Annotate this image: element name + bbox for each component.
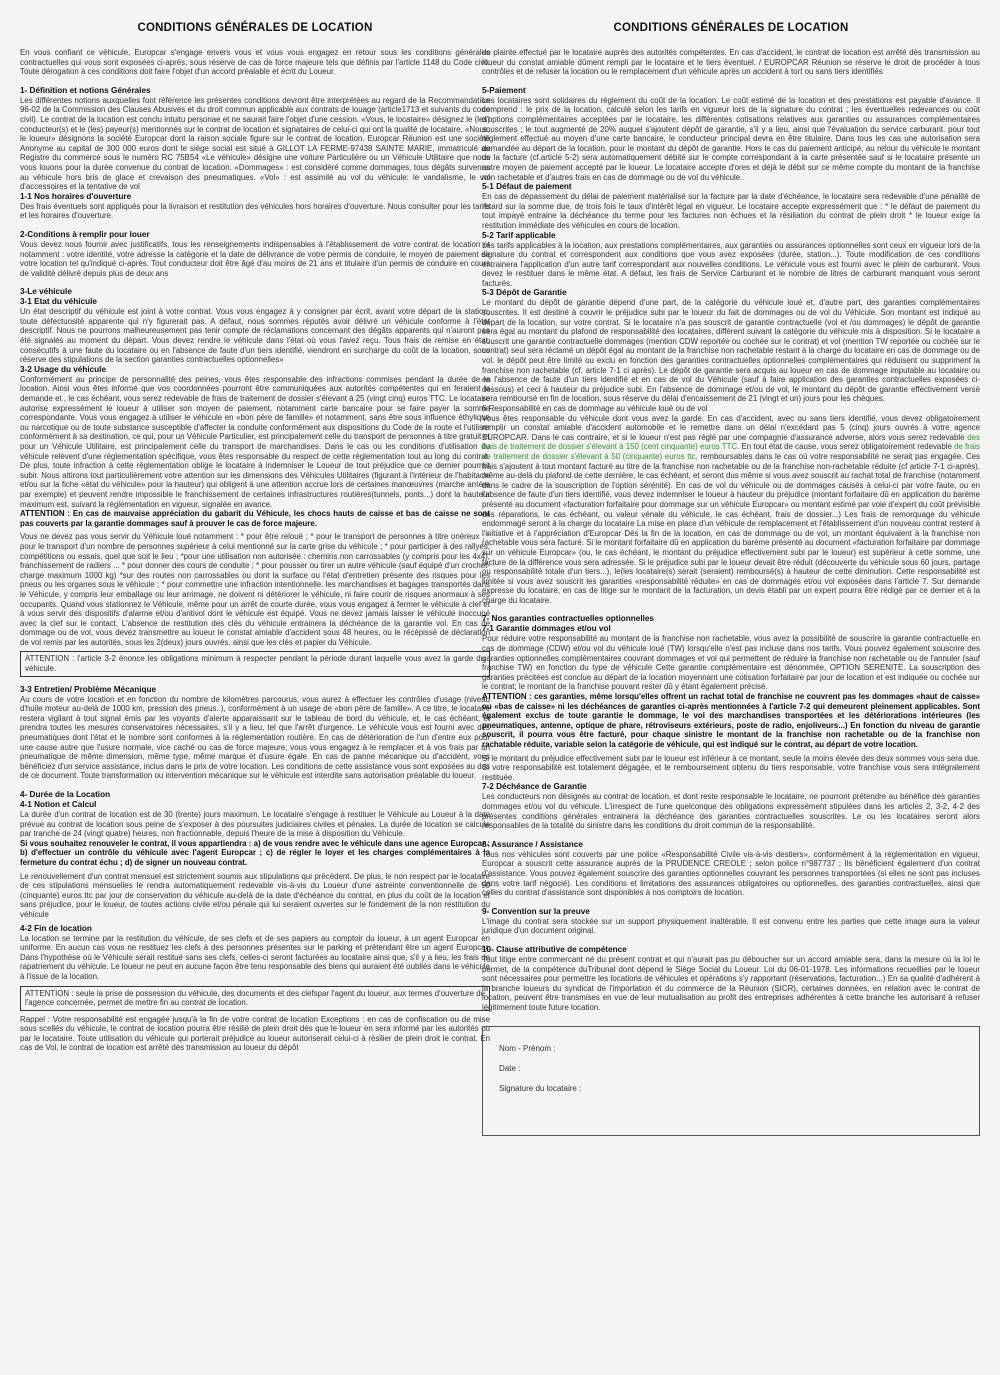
section-4-2-title: 4-2 Fin de location xyxy=(20,923,92,933)
section-3-2-title: 3-2 Usage du véhicule xyxy=(20,364,107,374)
section-3-2-list: Vous ne devez pas vous servir du Véhicule loué notamment : * pour être reloué ; * pour le transport de personnes à titre onéreux ; * pour le transport d'un nombre de personnes supérieur à celui mentionné sur la carte grise du véhicule ; * pour participer à des rallyes, compétitions ou essais, quel que soit le lieu ; *pour une utilisation non autorisée : chemins non carrossables (y compris pour les 4x4), franchissement de radiers ... * pour donner des cours de conduite ; * pour pousser ou tirer un autre véhicule (sauf équipé d'un crochet- charge maximum 1000 kg) *sur des routes non carrossables ou dont la surface ou l'état d'entretien présente des risques pour les pneus ou les organes sous le véhicule ; * pour commettre une infraction intentionnelle. les marchandises et bagages transportés dans le Véhicule, y compris leur emballage ou leur arrimage, ne doivent ni détériorer le véhicule, ni faire courir de risques anormaux à ses occupants. Quand vous stationnez le Véhicule, même pour un arrêt de courte durée, vous vous engagez à fermer le véhicule à clef et à vous servir des dispositifs d'alarme et/ou d'antivol dont le véhicule est équipé. Vous ne devez jamais laisser le véhicule inoccupé avec la clef sur le contact. L'absence de restitution des clés du véhicule entrainera la déchéance de la garantie vol. En cas de dommage ou de vol, vous devez transmettre au loueur le constat amiable d'accident sous 48 heures, ou le récépissé de déclaration de vol remis par les autorités, sous les 2(deux) jours ouvrés, ainsi que les clés et papier du Véhicule. xyxy=(20,532,490,647)
intro-text: En vous confiant ce véhicule, Europcar s'engage envers vous et vous vous engagez en retour sous les conditions générales contractuelles qui vous sont exposées ci-après, sous réserve de cas de force majeure tels que définis par l'article 1148 du Code civil. Toute dérogation à ces conditions doit faire l'objet d'un accord préalable et écrit du Loueur. xyxy=(20,48,490,77)
section-4-2-text: La location se termine par la restitution du véhicule, de ses clefs et de ses papiers au comptoir du loueur, à un agent Europcar en uniforme. En aucun cas vous ne restituez les clefs à des personnes présentes sur le parking et prétendant être un agent Europcar. Dans l'hypothèse où le Véhicule serait restitué sans ses clefs, celles-ci seront facturées au locataire ainsi que, s'il y a lieu, les frais de rapatriement du véhicule. Le loueur ne peut en aucune façon être tenu responsable des biens qui auraient été oubliés dans le véhicule à l'issue de la location. xyxy=(20,933,490,981)
section-6-text-a: Vous êtes responsable du véhicule dont vous avez la garde. En cas d'accident, avec ou sans tiers identifié, vous devez obligatoirement remplir un constat amiable d'accident automobile et le remettre dans un délai n'excédant pas 5 (cinq) jours ouvrés à votre agence EUROPCAR. Dans le cas contraire, et si le loueur n'est pas réglé par une compagnie d'assurance adverse, alors vous serez redevable xyxy=(482,413,980,442)
right-column xyxy=(482,18,980,1136)
section-7-1-title: 7-1 Garantie dommages et/ou vol xyxy=(482,624,611,634)
section-7-1-attention: ATTENTION : ces garanties, même lorsqu'elles offrent un rachat total de franchise ne couvrent pas les dommages «haut de caisse» ou «bas de caisse» ni les déchéances de garanties ci-après mentionnées à l'article 7-2 qui demeurent pleinement applicables. Sont également exclus de toute garantie le dommage, le vol des marchandises transportées et les détériorations intérieures (les pneumatiques, antenne, optique de phare, rétroviseurs extérieurs, poste de radio, enjoliveurs...) En fonction du niveau de garantie souscrit, il pourra vous être facturé, pour chaque sinistre le montant de la franchise non rachetable ou de la franchise non rachatable réduite, variable selon la catégorie de véhicule, qui est indiqué sur le contrat, au départ de votre location. xyxy=(482,692,980,749)
section-6-fee-50: de frais de traitement de dossier s'élevant à 50 (cinquante) euros ttc, xyxy=(482,442,980,461)
section-5-1-title: 5-1 Défaut de paiement xyxy=(482,182,572,192)
signature-date-label: Date : xyxy=(499,1064,521,1074)
section-4-2-text-2: Rappel : Votre responsabilité est engagée jusqu'à la fin de votre contrat de location Exceptions : en cas de confiscation ou de mise sous scellés du véhicule, le contrat de location pourra être résilié de plein droit dès que le loueur en sera informé par les autorités ou par le locataire. Toute utilisation du véhicule qui porterait préjudice au loueur autoriserait celui-ci à résilier de plein droit le contrat. En cas de Vol, le contrat de location est arrêté dès transmission au loueur du dépôt xyxy=(20,1014,490,1053)
section-7-2-text: Les conducteurs non désignés au contrat de location, et dont reste responsable le locataire, ne pourront prétendre au bénéfice des garanties dommages et/ou vol du véhicule. L'irrespect de l'une quelconque des obligations expressément stipulées dans les articles 2, 3-2, 4-2 des présentes conditions générales entrainera la déchéance des garanties contractuelles souscrites. Le ou les locataires seront alors responsables de la totalité du sinistre dans les conditions du droit commun de la responsabilité. xyxy=(482,792,980,831)
signature-box[interactable] xyxy=(482,1026,980,1136)
section-1-text: Les différentes notions auxquelles font référence les présentes conditions devront être interprétées au regard de la Recommandation 96-02 de la Commission des Clauses Abusives et du droit commun applicable aux contrats de louage (article1713 et suivants du code civil). Le contrat de la location est conclu intuitu personae et ne saurait faire l'objet d'une cession. «Vous, le locataire» désignez le (les) conducteur(s) et le (les) payeur(s) mentionnés sur le contrat de location et signataires de celui-ci qui ont la qualité de locataire. «Nous, le loueur» désignons la société Europcar dont la raison sociale figure sur le contrat de location. Europcar Réunion est une société Anonyme au capital de 300 000 euros dont le siège social est situé à GILLOT LA FERME-97438 SAINTE MARIE, immatriculé au Registre du commerce sous le numéro RC 75B54 «Le véhicule» désigne une voiture Particulière ou un Véhicule Utilitaire que nous vous louons pour la durée convenue du contrat de location. «Dommages» : est considéré comme dommages, tous dégâts survenus au véhicule hors bris de glace et crevaison des pneumatiques. «Vol» : est assimilé au vol du véhicule: le vandalisme, le vol d'accessoires et la tentative de vol xyxy=(20,95,490,192)
section-5-3-text: Le montant du dépôt de garantie dépend d'une part, de la catégorie du véhicule loué et, d'autre part, des garanties complémentaires souscrites. Il est destiné à couvrir le préjudice subi par le loueur du fait de dommages ou de vol du Véhicule. Son montant est indiqué au départ de la location, sur votre contrat. Si le locataire n'a pas souscrit de garantie contractuelle (vol et /ou dommages) le dépôt de garantie sera égal au montant du plafond de responsabilité des locataires, différent suivant la catégorie du véhicule mis à disposition. Si le locataire a souscrit une garantie contractuelle dommages (mention CDW reportée ou cochée sur le contrat) et vol (mention TW reportée ou cochée sur le contrat) seul sera réclamé un dépôt égal au montant de la franchise non rachetable restant à la charge du locataire en cas de dommage ou de vol. le dépôt peut être limité ou exclu en fonction des garanties contractuelles optionnelles complémentaires qui réduisent ou suppriment la franchise non rachetable (cf. article 7-1 ci après). Le dépôt de garantie sera acquis au loueur en cas de dommage imputable au locataire ou en l'absence de faute d'un tiers identifié et en cas de vol du Véhicule (sauf à faire application des garanties contractuelles exposées ci-dessous) et ceci à hauteur du préjudice subi. En l'absence de dommage et/ou de vol, le montant du dépôt de garantie effectivement versé sera remboursé en fin de location, sous réserve du délai d'encaissement de 21 (vingt et un) jours pour les chèques. xyxy=(482,298,980,404)
section-9-title: 9- Convention sur la preuve xyxy=(482,906,590,916)
section-5-2-title: 5-2 Tarif applicable xyxy=(482,230,556,240)
section-10-text: Tout litige entre commercant né du présent contrat et qui n'aurait pas pu déboucher sur un accord amiable sera, dans la mesure où la loi le permet, de la compétence duTribunal dont dépend le Siège Social du Loueur. Loi du 06-01-1978. Les informations recueillies par le loueur sont nécessaires pour permettre les locations de véhicules et opérations s'y rapportant (réservations, facturation...) En sa qualité d'adhérent à la branche loueurs du syndicat de l'importation et du commerce de la Réunion (SICR), certaines données, en relation avec le contrat de location, peuvent être transmises en vue de leur mutualisation au profit des entreprises adhérentes à cette branche les autorisant à refuser légitimement toute future location. xyxy=(482,954,980,1012)
section-3-3-title: 3-3 Entretien/ Problème Mécanique xyxy=(20,684,157,694)
section-8-text: Tous nos véhicules sont couverts par une police «Responsabilité Civile vis-à-vis destiers», conformément à la réglementation en vigueur, Europcar a souscrit cette assurance auprès de la PRUDENCE CREOLE ; selon police n°987737 ; Ils bénéficient également d'un contrat d'assistance. Vous pouvez également souscrire des garanties optionnelles couvrant les personnes transportées (si elles ne sont pas incluses dans votre tarif négocié). Les conditions et limitations des assurances obligatoires ou optionnelles, des garanties contractuelles, ainsi que celles du contrat d'assistance sont disponibles à nos comptoirs de location. xyxy=(482,849,980,898)
section-5-1-text: En cas de dépassement du délai de paiement matérialisé sur la facture par la date d'échéance, le locataire sera redevable d'une pénalité de retard sur la somme due, de trois fois le taux d'intérêt légal en vigueur. Le locataire accepte expressément que : * le défaut de paiement du tout impayé entraine la déchéance du terme pour les factures non échues et la résiliation du contrat de plein droit * le loueur exige la restitution immédiate des véhicules en cours de location. xyxy=(482,192,980,230)
section-6-text-b: En tout état de cause, vous serez obligatoirement redevable xyxy=(741,442,952,452)
signature-name-label: Nom - Prénom : xyxy=(499,1044,556,1054)
section-3-2-box xyxy=(20,651,490,676)
section-3-1-text: Un état descriptif du véhicule est joint à votre contrat. Vous vous engagez à y consigner par écrit, avant votre départ de la station, toute défectuosité apparente qui n'y figurerait pas. A défaut, nous sommes réputés avoir délivré un véhicule conforme à l'état descriptif. Nous ne pourrons malheureusement pas tenir compte de réclamations concernant des dégâts apparents qui n'auront pas été signalés au moment du départ. Vous devez rendre le véhicule dans l'état où vous l'avez reçu. Tous frais de remise en état, consécutifs à une faute du locataire ou en l'absence de faute d'un tiers identifié, viendront en surcharge du coût de la location, sous réserve des stipulations de la section garanties contractuelles optionnelles» xyxy=(20,307,490,365)
section-3-2-box-text: ATTENTION : l'article 3-2 énonce les obligations minimum à respecter pendant la période durant laquelle vous avez la garde du véhicule. xyxy=(25,654,485,674)
section-9-text: L'image du contrat sera stockée sur un support physiquement inaltérable. Il est convenu entre les parties que cette image aura la valeur juridique d'un document original. xyxy=(482,916,980,936)
section-4-title: 4- Durée de la Location xyxy=(20,790,111,799)
section-4-1-text-2: Le renouvellement d'un contrat mensuel est strictement soumis aux stipulations qui précèdent. De plus, le non respect par le locataire de ces stipulations mensuelles le rendra automatiquement redevable vis-à-vis du Loueur d'une astreinte conventionnelle de 50 (cinquante) euros ttc par jour de conservation du véhicule au-delà de la date d'échéance du contrat, en plus du coût de la location et sans préjudice, pour le loueur, de toutes actions civile et/ou pénale qui lui seraient ouvertes sur le fondement de la non restitution du véhicule xyxy=(20,871,490,919)
section-7-1-text-2: Si le montant du préjudice effectivement subi par le loueur est inférieur à ce montant, seule la moins élevée des deux sommes vous sera due. Si votre responsabilité est totalement dégagée, et le remboursement obtenu du tiers responsable, votre franchise vous sera intégralement restituée. xyxy=(482,753,980,782)
section-8-title: 8- Assurance / Assistance xyxy=(482,839,583,849)
section-4-2-box xyxy=(20,986,490,1011)
section-5-3-title: 5-3 Dépôt de Garantie xyxy=(482,288,567,298)
section-1-1-text: Des frais éventuels sont appliqués pour la livraison et restitution des véhicules hors horaires d'ouverture. Nous consulter pour les tarifs et les horaires d'ouverture. xyxy=(20,201,490,221)
section-5-text: Les locataires sont solidaires du règlement du coût de la location. Le coût estimé de la location et des prestations est payable d'avance. Il comprend : le prix de la location, calculé selon les tarifs en vigueur lors de la signature du contrat ; les éventuelles redevances ou coût d'options complémentaires acceptées par le locataire, les différentes cotisations relatives aux garanties ou assurances complémentaires souscrites ; le tout augmenté de 20% auquel s'ajoutent dépôt de garantie, s'il y a lieu, ainsi que l'évaluation du service carburant. pour tout règlement effectué au moyen d'une carte bancaire, le conducteur principal devra en être titulaire. Dans tous les cas une autorisation sera demandée au départ de la location, pour le montant du dépôt de garantie. Hors le cas du paiement anticipé, au retour du véhicule le montant de la facture (cf.article 5-2) sera automatiquement débité sur le compte correspondant à la carte présentée sauf si le locataire présente un autre moyen de paiement accepté par le loueur. Le locataire accepte d'ores et déjà le débit sur ce même compte du montant de la franchise non rachetable et d'autres frais en cas de dommage ou de vol du véhicule. xyxy=(482,95,980,182)
section-4-1-title: 4-1 Notion et Calcul xyxy=(20,800,97,809)
section-6-fee-150: des frais de traitement de dossier s'élevant à 150 (cent cinquante) euros TTC. xyxy=(482,432,980,452)
section-2-text: Vous devez nous fournir avec justificatifs, tous les renseignements indispensables à l'établissement de votre contrat de location et notamment : votre identité, votre adresse la catégorie et la date de délivrance de votre permis de conduire, le moyen de paiement de votre location tel qu'indiqué ci-après. Tout conducteur doit être âgé d'au moins de 21 ans et titulaire d'un permis de conduire en cours de validité délivré depuis plus de deux ans xyxy=(20,239,490,278)
continuation-text: de plainte effectué par le locataire auprès des autorités compétentes. En cas d'accident, le contrat de location est arrêté dès transmission au loueur du constat amiable dûment rempli par le locataire et le tiers éventuel. / EUROPCAR Réunion se réserve le droit de procéder à tous contrôles et de refuser la location ou le remplacement d'un véhicule après un accident à tort ou sans tiers identifiés xyxy=(482,48,980,77)
section-6-text-c: remboursables dans le cas où votre responsabilité ne serait pas engagée. Ces frais s'ajoutent à tout montant facturé au titre de la franchise non rachetable ou de la franchise non-rachetable réduite (cf article 7-1 ci-après), même au-delà du plafond de cette dernière, le cas échéant, et seront dus même si vous avez souscrit au rachat total de franchise (notamment dans le cadre de la souscription de l'option sérénité). En cas de vol du véhicule ou de dommages causés à celui-ci par votre faute, ou en l'absence de faute d'un tiers identifié, vous devez indemniser le loueur à hauteur du préjudice (montant forfaitaire dû en application du barème présenté au document «facturation forfaitaire pour dommage sur un véhicule Europcar» ou montant estimé par voie d'expert du coût prévisible des réparations, le cas échéant, ou valeur vénale du véhicule, le cas échéant, frais de dossier...) Les frais de remorquage du véhicule endommagé seront à la charge du locataire La mise en place d'un véhicule de remplacement et l'établissement d'un nouveau contrat restent à l'initiative et à l'appréciation d'Europcar Dès la fin de la location, en cas de dommage ou de vol, un montant équivalent à la franchise non rachetable vous sera facturé. Si le montant forfaitaire dû en application du barème présenté au document «facturation forfaitaire par dommage sur un véhicule Europcar» (ou, le cas échéant, le montant du préjudice effectivement subi par le loueur) est supérieur à cette somme, une facture de la différence vous sera adressée. Si le préjudice subi par le loueur devait être réduit (découverte du véhicule sous 60 jours, partage ou responsabilité totale d'un tiers...), le(les locataire(s) serait (seraient) remboursé(s) à hauteur de cette diminution. Cette responsabilité est limitée si vous avez souscrit les garanties «responsabilité réduite» en cas de dommages et/ou vol exposées dans l'article 7. Sur demande expresse du locataire, en cas de litige sur le montant de la facturation, un devis établi par un expert pourra être rédigé par ce dernier et à la charge du locataire. xyxy=(482,451,980,605)
section-4-2-box-text: ATTENTION : seule la prise de possession du véhicule, des documents et des clefspar l'agent du loueur, aux termes d'ouverture de l'agence concernée, permet de mettre fin au contrat de location. xyxy=(25,988,485,1008)
section-3-3-text: Au cours de votre location et en fonction du nombre de kilomètres parcourus, vous aurez à effectuer les contrôles d'usage (niveau d'huile moteur au-delà de 1000 km, pression des pneus..), conformément à un usage de «bon père de famille». A ce titre, le locataire restera vigilant à tout signal émis par les voyants d'alerte apparaissant sur le tableau de bord du véhicule, et, le cas échéant, et prendra toutes les mesures conservatoires nécessaires, s'il y a lieu, tel que l'arrêt d'urgence. Le véhicule vous est fourni avec des pneumatiques dont l'état et le nombre sont conformes à la réglementation routière. En cas de détérioration de l'un d'entre eux pour une cause autre que l'usure normale, vice caché ou cas de force majeure, vous vous engagez à le remplacer et à vos frais par un pneumatique de même dimension, même type, même marque et d'usure égale. En cas de panne mécanique ou d'accident, vous bénéficiez d'un service assistance, inclus dans le prix de votre location. Les conditions de cette assistance vous sont exposées au dos de ce document. Toute transformation ou intervention mécanique sur le véhicule est interdite sans autorisation préalable du loueur. xyxy=(20,694,490,781)
section-1-title: 1- Définition et notions Générales xyxy=(20,85,151,95)
section-5-2-text: Les tarifs applicables à la location, aux prestations complémentaires, aux garanties ou assurances optionnelles sont ceux en vigueur lors de la signature du contrat et correspondent aux conditions que vous avez exposées (durée, station...). Toute modification de ces conditions entrainera l'application d'un autre tarif correspondant aux nouvelles conditions. Le véhicule vous est fourni avec le plein de carburant. Vous devez le restituer dans le même état. A défaut, les frais de Service Carburant et le nombre de litres de carburant manquant vous seront facturés. xyxy=(482,240,980,288)
section-10-title: 10- Clause attributive de compétence xyxy=(482,944,627,954)
left-column xyxy=(20,18,490,1053)
section-7-title: 7- Nos garanties contractuelles optionnelles xyxy=(482,614,654,624)
right-title: CONDITIONS GÉNÉRALES DE LOCATION xyxy=(613,22,849,34)
section-3-title: 3-Le véhicule xyxy=(20,287,72,297)
section-2-title: 2-Conditions à remplir pour louer xyxy=(20,229,150,239)
section-6-text xyxy=(482,414,980,606)
section-3-2-text: Conformément au principe de personnalité des peines, vous êtes responsable des infractions commises pendant la durée de la location. Ainsi vous êtes informé que vos coordonnées pourront être communiquées aux autorités compétentes qui en feraient la demande et , le cas échéant, vous serez redevable de frais de traitement de dossier s'élevant à 25 (vingt cinq) euros TTC. Le locataire autorise expressément le loueur à utiliser son moyen de paiement, notamment carte bancaire pour se faire payer la somme correspondante. Vous vous engagez à utiliser le véhicule en «bon père de famille» et notamment, sans être sous influence éthylique ou narcotique ou de toute substance susceptible d'affecter la conduite conformément aux dispositions du Code de la route et l'utiliser conformément à sa destination, ce qui, pour un Véhicule Particulier, est principalement celle du transport de personnes à titre gratuit et pour un Véhicule Utilitaire, est principalement celle du transport de marchandises. Dans le cas ou les conditions d'utilisation du véhicule relèvent d'une réglementation spécifique, vous êtes responsable du respect de cette réglementation tout au long du contrat. De plus, toute infraction à cette réglementation oblige le locataire à indemniser le Loueur de tout préjudice que ce dernier pourrait subir. Nous attirons tout particulièrement votre attention sur les dimensions des Véhicules Utilitaires (figurant à l'intérieur de l'habitacle et/ou sur la fiche «état du véhicule» pour la hauteur) qui obligent à une attention accrue lors de certaines manœuvres (marche arrière par exemple) et peuvent rendre impossible le franchissement de certaines infrastructures routières(tunnels, ponts...) dont la hauteur maximum est, suivant la réglementation en vigueur, signalée en avance. xyxy=(20,374,490,509)
signature-label: Signature du locataire : xyxy=(499,1084,582,1094)
section-4-1-renew: Si vous souhaitez renouveler le contrat, il vous appartiendra : a) de vous rendre avec le véhicule dans une agence Europcar ; b) d'effectuer un contrôle du véhicule avec l'agent Europcar ; c) de régler le loyer et les charges complémentaires à la fermeture du contrat échu ; d) de signer un nouveau contrat. xyxy=(20,838,490,867)
section-1-1-title: 1-1 Nos horaires d'ouverture xyxy=(20,191,132,201)
section-5-title: 5-Paiement xyxy=(482,85,526,95)
section-4-1-text: La durée d'un contrat de location est de 30 (trente) jours maximum. Le locataire s'engage à restituer le Véhicule au Loueur à la date prévue au contrat de location sous peine de s'exposer à des poursuites judiciaires civiles et pénales. La durée de location se calcule par tranche de 24 (vingt quatre) heures, non fractionnable, depuis l'heure de la mise à disposition du Véhicule. xyxy=(20,810,490,839)
left-title: CONDITIONS GÉNÉRALES DE LOCATION xyxy=(137,22,373,34)
section-7-1-text: Pour réduire votre responsabilité au montant de la franchise non rachetable, vous avez la possibilité de souscrire la garantie contractuelle en cas de dommage (CDW) et/ou vol du véhicule loué (TW) lorsqu'elle n'est pas incluse dans nos tarifs. Vous pouvez également souscrire des garanties optionnelles complémentaires couvrant dommages et vol qui permettent de réduire la franchise non rachetable ou de l'annuler (sauf franchise TW) en fonction du type de véhicule Cette garantie complémentaire est dénommée, OPTION SERENITE. La souscription des garanties précitées est conclue au départ de la location moyennant une cotisation forfaitaire par jour de location et est indiquée ou cochée sur le contrat; le montant de la franchise pouvant rester dû y étant également précisé. xyxy=(482,634,980,692)
section-3-1-title: 3-1 Etat du véhicule xyxy=(20,297,97,307)
section-3-2-attention: ATTENTION : En cas de mauvaise appréciation du gabarit du Véhicule, les chocs hauts de caisse et bas de caisse ne sont pas couverts par la garantie dommages sauf à prouver le cas de force majeure. xyxy=(20,509,490,528)
section-6-title: 6 Responsabilité en cas de dommage au véhicule loué ou de vol xyxy=(482,404,708,413)
section-7-2-title: 7-2 Déchéance de Garantie xyxy=(482,782,587,792)
